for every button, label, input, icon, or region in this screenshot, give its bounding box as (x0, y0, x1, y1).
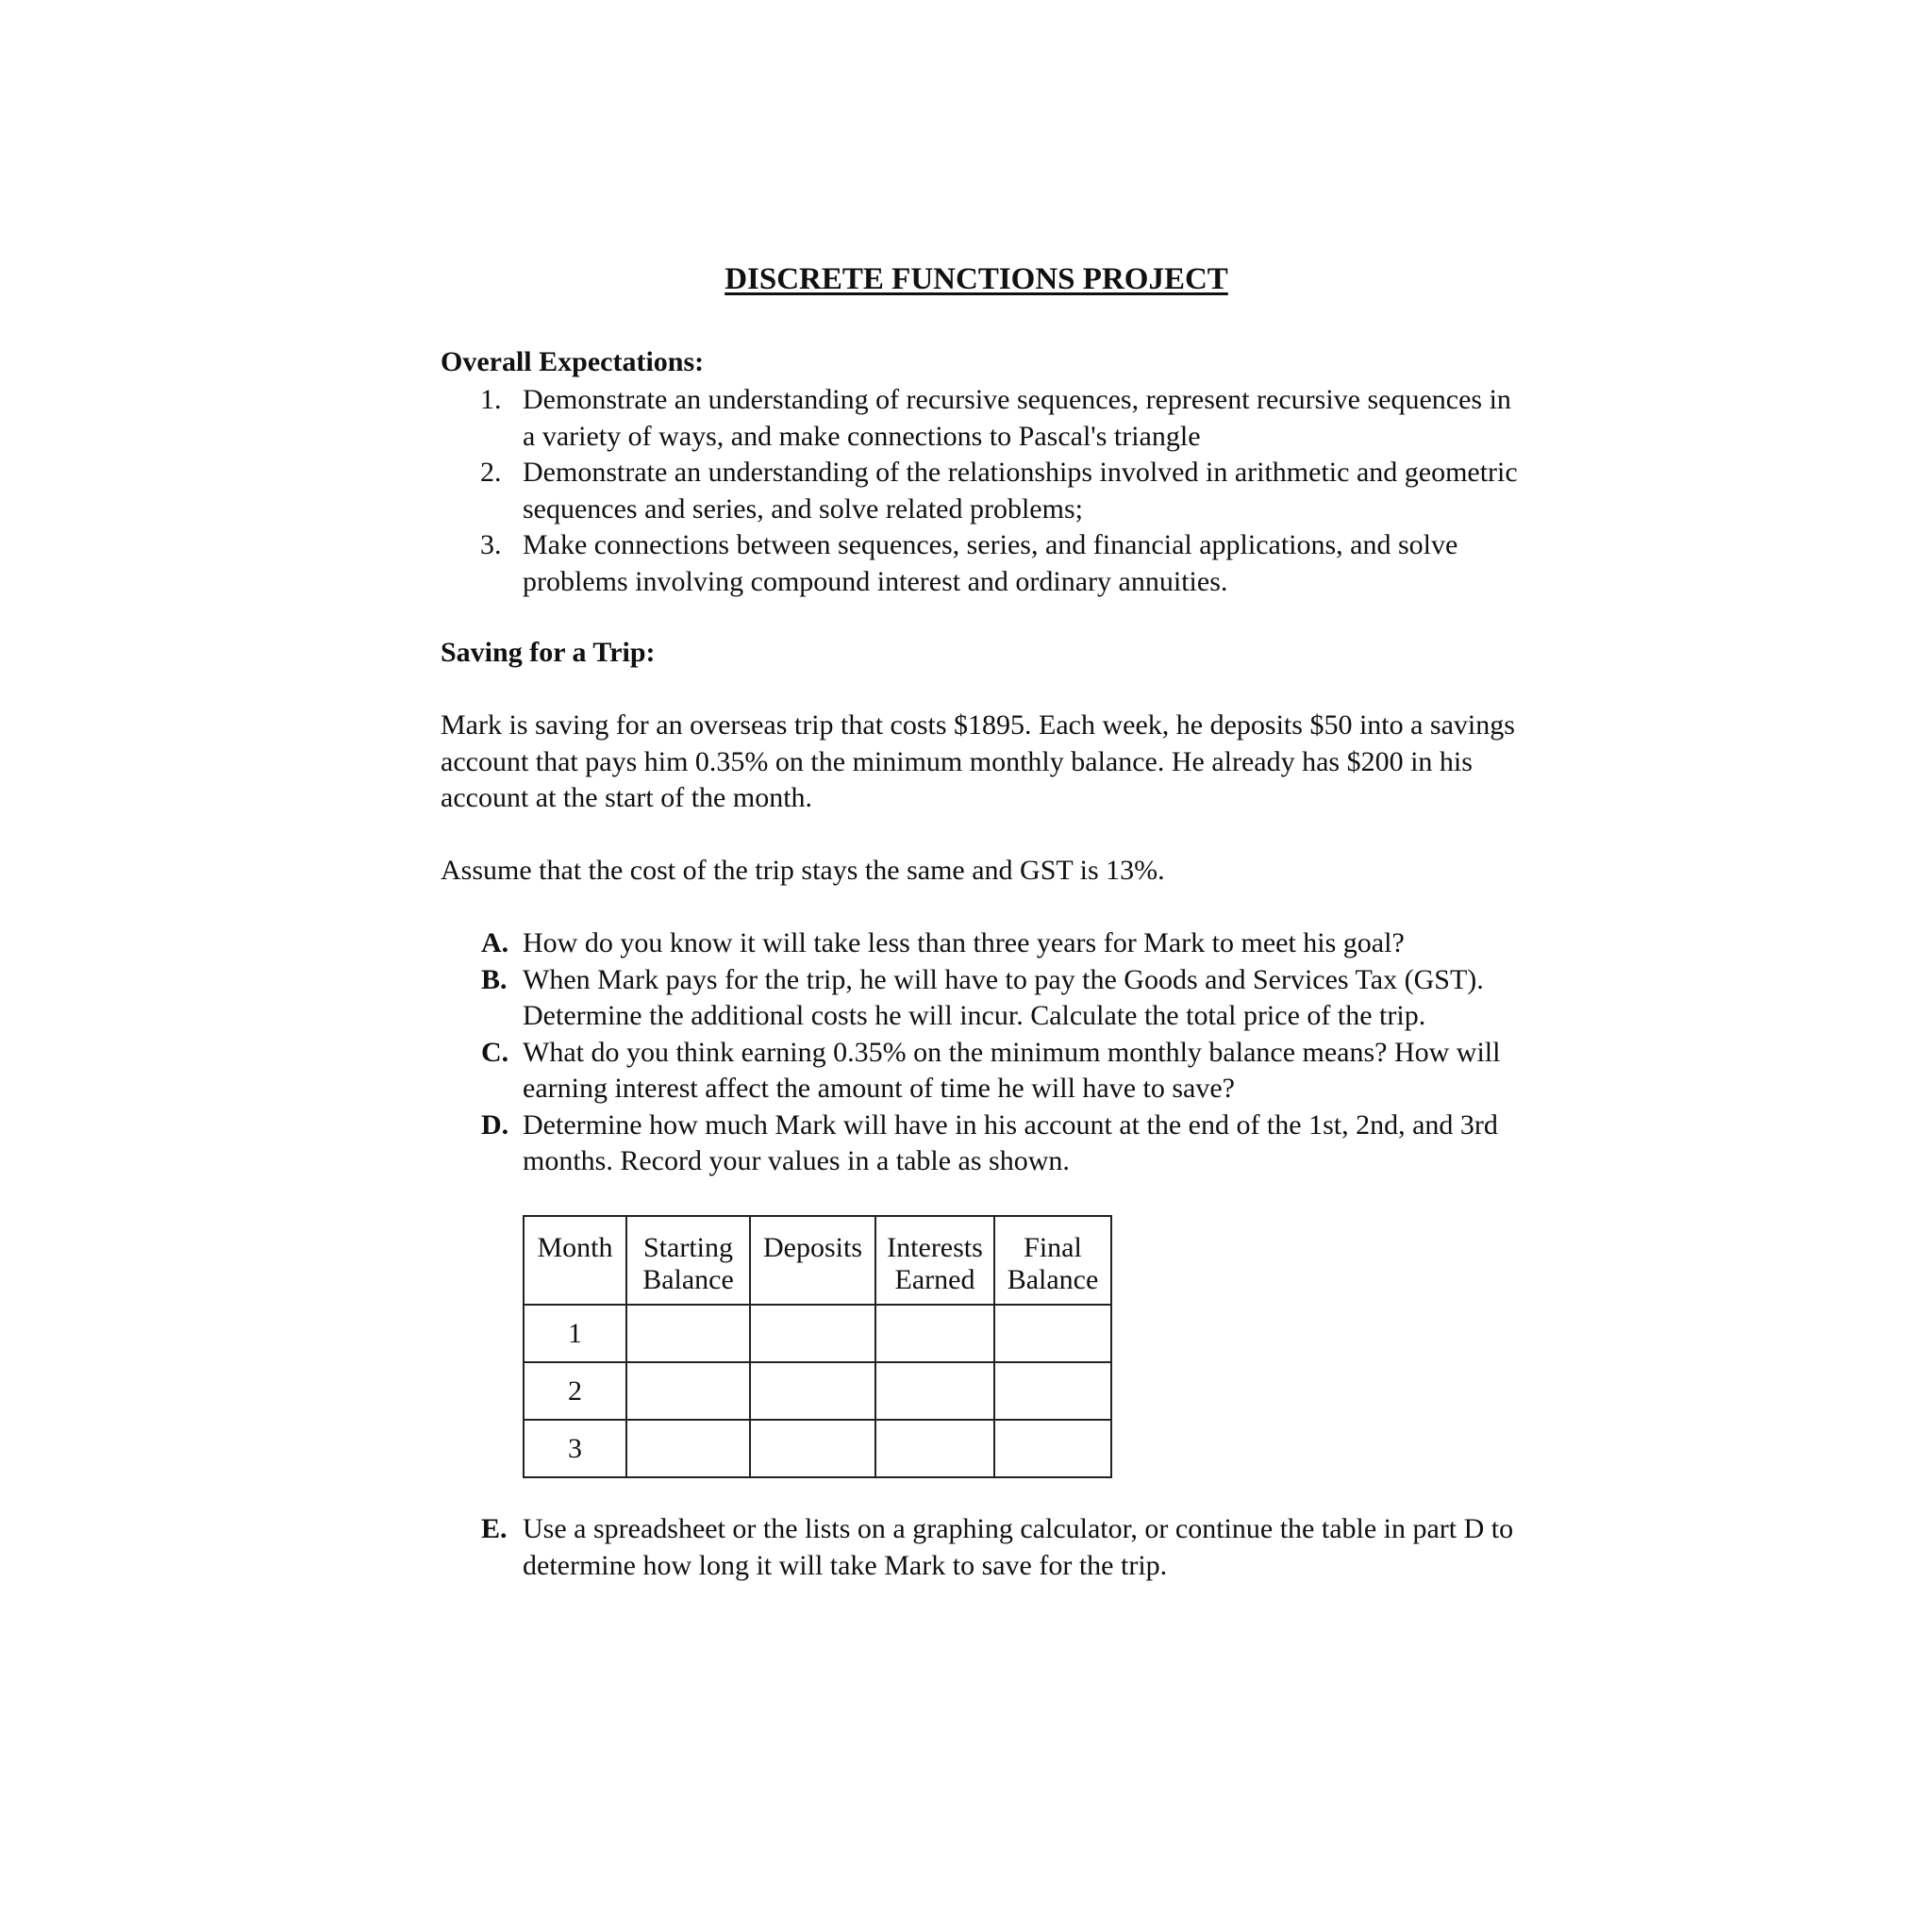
month-cell: 2 (524, 1362, 626, 1420)
empty-cell (875, 1362, 994, 1420)
table-header-row (524, 1216, 1111, 1305)
column-header-month (524, 1216, 626, 1305)
question-text: When Mark pays for the trip, he will have to pay the Goods and Services Tax (GST). Determine the additional costs he will incur. Calculate the total price of the trip. (523, 963, 1484, 1031)
expectations-list (441, 382, 1525, 600)
empty-cell (875, 1305, 994, 1362)
empty-cell (994, 1362, 1111, 1420)
question-marker: B. (481, 963, 508, 995)
document-title: DISCRETE FUNCTIONS PROJECT (724, 262, 1228, 296)
list-item-text: Demonstrate an understanding of recursive sequences, represent recursive sequences in a variety of ways, and make connections to Pascal's triangle (523, 384, 1511, 452)
table-row (524, 1362, 1111, 1420)
column-header-starting-balance (626, 1216, 750, 1305)
question-item-c (441, 1035, 1525, 1108)
header-text: Balance (642, 1264, 734, 1295)
empty-cell (875, 1420, 994, 1477)
question-item-a (441, 925, 1525, 962)
empty-cell (750, 1362, 875, 1420)
trip-description-paragraph: Mark is saving for an overseas trip that costs $1895. Each week, he deposits $50 into a savings account that pays him 0.35% on the minimum monthly balance. He already has $200 in his account at the start of the month. (441, 709, 1515, 813)
list-marker: 2. (480, 457, 502, 488)
column-header-final-balance (994, 1216, 1111, 1305)
header-text: Balance (1007, 1264, 1099, 1295)
list-item (441, 527, 1525, 600)
list-item (441, 382, 1525, 455)
month-cell: 1 (524, 1305, 626, 1362)
gst-assumption-paragraph: Assume that the cost of the trip stays the same and GST is 13%. (441, 855, 1165, 886)
empty-cell (750, 1420, 875, 1477)
question-marker: A. (481, 927, 509, 958)
monthly-balance-table (523, 1215, 1112, 1478)
question-marker: E. (481, 1513, 508, 1544)
header-text: Starting (643, 1232, 733, 1263)
column-header-deposits (750, 1216, 875, 1305)
question-marker: C. (481, 1036, 509, 1068)
empty-cell (994, 1305, 1111, 1362)
header-text: Deposits (763, 1232, 862, 1263)
question-marker: D. (481, 1108, 509, 1141)
question-text: How do you know it will take less than three years for Mark to meet his goal? (523, 927, 1405, 958)
question-item-d (441, 1108, 1525, 1180)
empty-cell (750, 1305, 875, 1362)
header-text: Final (1024, 1232, 1082, 1263)
list-item-text: Make connections between sequences, series, and financial applications, and solve problems involving compound interest and ordinary annuities. (523, 529, 1458, 597)
empty-cell (626, 1362, 750, 1420)
list-item-text: Demonstrate an understanding of the relationships involved in arithmetic and geometric sequences and series, and solve related problems; (523, 457, 1518, 525)
empty-cell (994, 1420, 1111, 1477)
header-text: Month (537, 1232, 613, 1263)
empty-cell (626, 1305, 750, 1362)
header-text: Interests (887, 1232, 983, 1263)
question-text: Determine how much Mark will have in his account at the end of the 1st, 2nd, and 3rd months. Record your values in a table as shown. (523, 1108, 1498, 1176)
question-text: What do you think earning 0.35% on the minimum monthly balance means? How will earning interest affect the amount of time he will have to save? (523, 1036, 1501, 1104)
table-row (524, 1305, 1111, 1362)
month-cell: 3 (524, 1420, 626, 1477)
question-item-b (441, 962, 1525, 1035)
overall-expectations-heading: Overall Expectations: (441, 346, 705, 377)
header-text: Earned (894, 1264, 975, 1295)
question-text: Use a spreadsheet or the lists on a graphing calculator, or continue the table in part D to determine how long it will take Mark to save for the trip. (523, 1513, 1514, 1581)
question-e-list (441, 1511, 1525, 1584)
table-row (524, 1420, 1111, 1477)
list-marker: 1. (480, 384, 502, 415)
questions-list (441, 925, 1525, 1180)
column-header-interests-earned (875, 1216, 994, 1305)
empty-cell (626, 1420, 750, 1477)
list-item (441, 455, 1525, 527)
question-item-e (441, 1511, 1525, 1584)
list-marker: 3. (480, 529, 502, 560)
saving-for-trip-heading: Saving for a Trip: (441, 637, 656, 668)
